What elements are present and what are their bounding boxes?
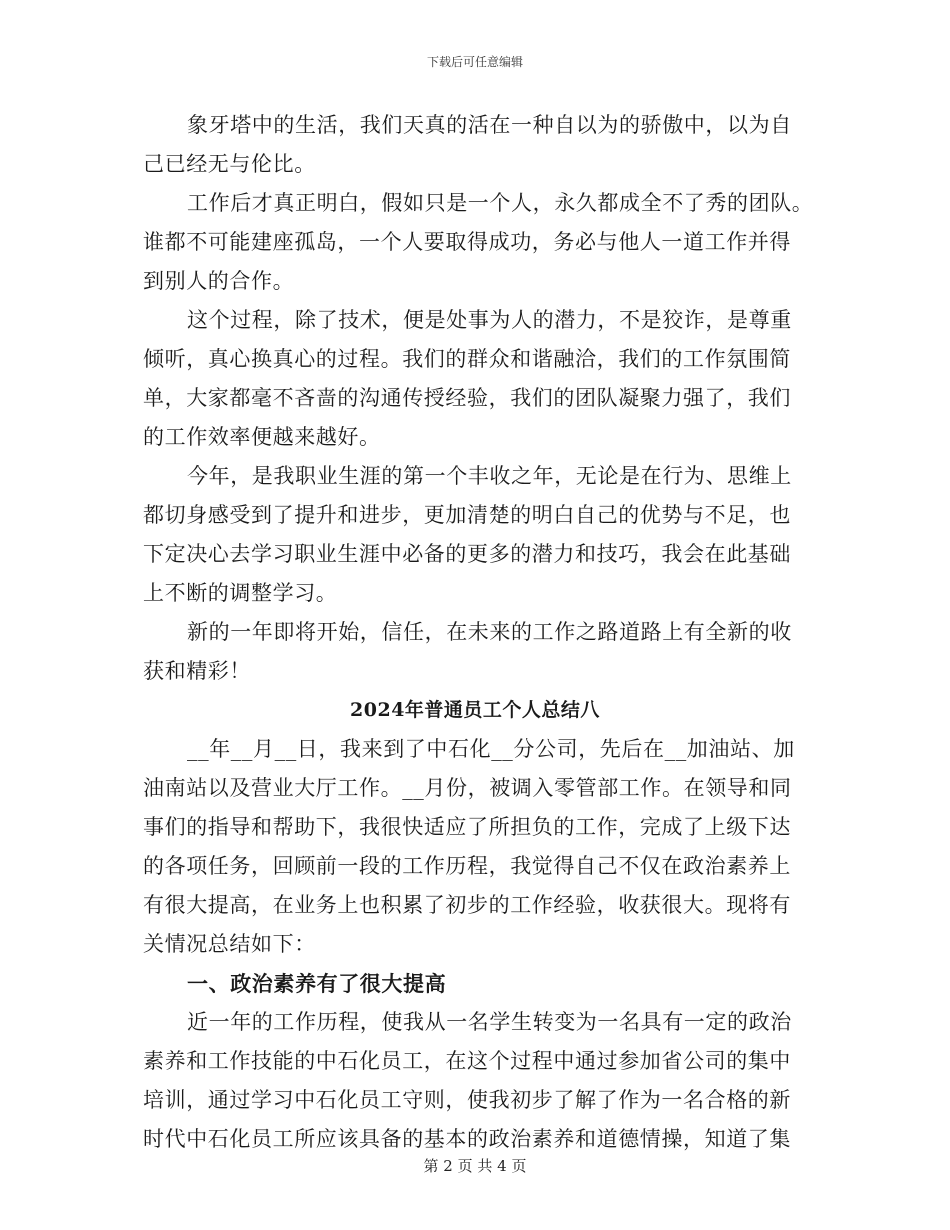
paragraph-line: 这个过程，除了技术，便是处事为人的潜力，不是狡诈，是尊重	[187, 308, 792, 332]
paragraph-line: 倾听，真心换真心的过程。我们的群众和谐融洽，我们的工作氛围简	[143, 347, 791, 371]
paragraph-line: 都切身感受到了提升和进步，更加清楚的明白自己的优势与不足，也	[143, 503, 791, 527]
paragraph-line: 有很大提高，在业务上也积累了初步的工作经验，收获很大。现将有	[143, 893, 791, 917]
paragraph-line: 到别人的合作。	[143, 269, 295, 293]
paragraph-line: 下定决心去学习职业生涯中必备的更多的潜力和技巧，我会在此基础	[143, 542, 791, 566]
paragraph-line: 谁都不可能建座孤岛，一个人要取得成功，务必与他人一道工作并得	[143, 230, 791, 254]
paragraph-line: 时代中石化员工所应该具备的基本的政治素养和道德情操，知道了集	[143, 1127, 791, 1151]
paragraph-line: 新的一年即将开始，信任，在未来的工作之路道路上有全新的收	[187, 620, 792, 644]
paragraph-line: 近一年的工作历程，使我从一名学生转变为一名具有一定的政治	[187, 1010, 792, 1034]
paragraph-line: 的各项任务，回顾前一段的工作历程，我觉得自己不仅在政治素养上	[143, 854, 791, 878]
paragraph-line: __年__月__日，我来到了中石化__分公司，先后在__加油站、加	[187, 737, 795, 761]
paragraph-line: 己已经无与伦比。	[143, 152, 316, 176]
paragraph-line: 素养和工作技能的中石化员工，在这个过程中通过参加省公司的集中	[143, 1049, 791, 1073]
paragraph-line: 今年，是我职业生涯的第一个丰收之年，无论是在行为、思维上	[187, 464, 792, 488]
paragraph-line: 关情况总结如下：	[143, 932, 316, 956]
paragraph-line: 培训，通过学习中石化员工守则，使我初步了解了作为一名合格的新	[143, 1088, 791, 1112]
page-number-footer: 第 2 页 共 4 页	[423, 1157, 527, 1175]
paragraph-line: 事们的指导和帮助下，我很快适应了所担负的工作，完成了上级下达	[143, 815, 791, 839]
paragraph-line: 工作后才真正明白，假如只是一个人，永久都成全不了秀的团队。	[187, 191, 814, 215]
paragraph-line: 油南站以及营业大厅工作。__月份，被调入零管部工作。在领导和同	[143, 776, 792, 800]
paragraph-line: 象牙塔中的生活，我们天真的活在一种自以为的骄傲中，以为自	[187, 113, 792, 137]
document-body	[143, 106, 814, 1159]
subsection-heading: 一、政治素养有了很大提高	[187, 971, 447, 996]
section-title: 2024年普通员工个人总结八	[350, 699, 600, 721]
paragraph-line: 获和精彩！	[143, 659, 251, 683]
paragraph-line: 上不断的调整学习。	[143, 581, 338, 605]
header-note: 下载后可任意编辑	[426, 55, 523, 69]
paragraph-line: 的工作效率便越来越好。	[143, 425, 381, 449]
paragraph-line: 单，大家都毫不吝啬的沟通传授经验，我们的团队凝聚力强了，我们	[143, 386, 791, 410]
